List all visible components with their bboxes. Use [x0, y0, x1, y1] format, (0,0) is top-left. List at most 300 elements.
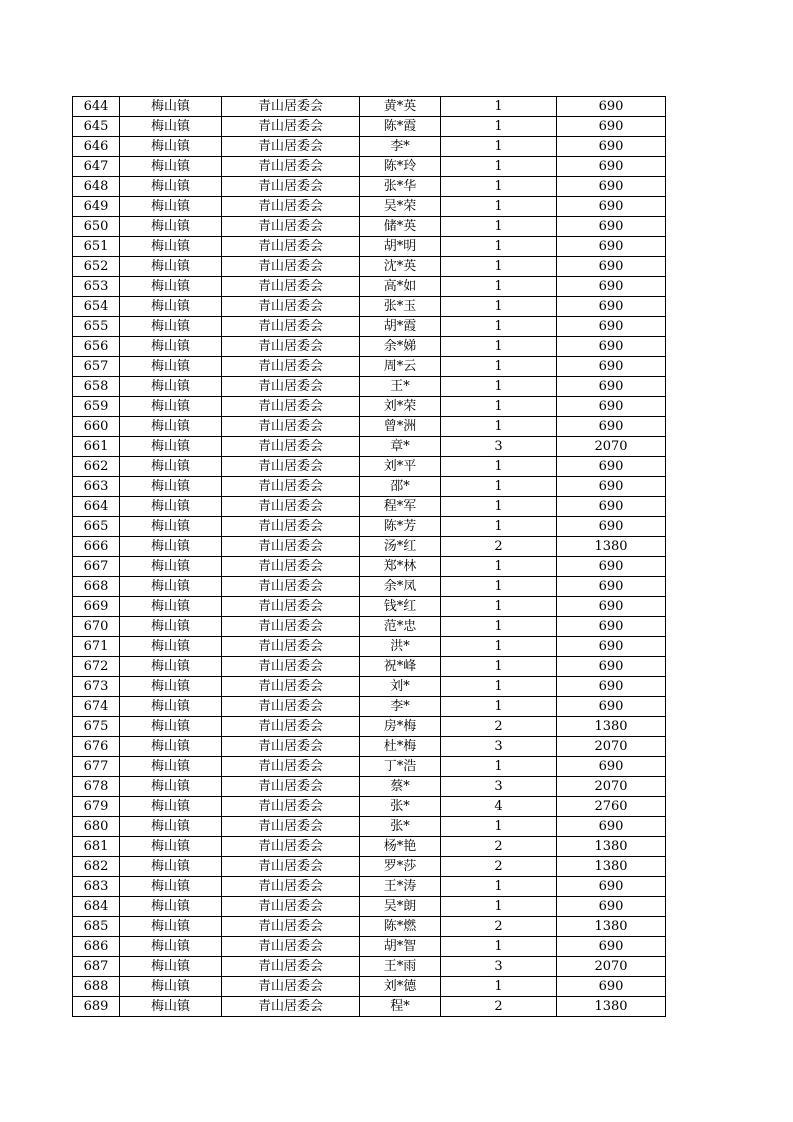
- town-cell: 梅山镇: [120, 457, 222, 477]
- committee-cell: 青山居委会: [222, 157, 360, 177]
- count-cell: 1: [441, 97, 557, 117]
- committee-cell: 青山居委会: [222, 577, 360, 597]
- table-row: [73, 497, 666, 517]
- amount-cell: 690: [557, 577, 666, 597]
- count-cell: 3: [441, 737, 557, 757]
- table-row: [73, 677, 666, 697]
- count-cell: 1: [441, 877, 557, 897]
- count-cell: 1: [441, 657, 557, 677]
- committee-cell: 青山居委会: [222, 337, 360, 357]
- town-cell: 梅山镇: [120, 777, 222, 797]
- committee-cell: 青山居委会: [222, 317, 360, 337]
- town-cell: 梅山镇: [120, 337, 222, 357]
- count-cell: 1: [441, 517, 557, 537]
- name-cell: 刘*平: [360, 457, 441, 477]
- table-row: [73, 957, 666, 977]
- count-cell: 1: [441, 337, 557, 357]
- amount-cell: 690: [557, 897, 666, 917]
- committee-cell: 青山居委会: [222, 257, 360, 277]
- row-number: 669: [73, 597, 120, 617]
- committee-cell: 青山居委会: [222, 297, 360, 317]
- count-cell: 1: [441, 937, 557, 957]
- count-cell: 2: [441, 717, 557, 737]
- town-cell: 梅山镇: [120, 277, 222, 297]
- town-cell: 梅山镇: [120, 617, 222, 637]
- name-cell: 郑*林: [360, 557, 441, 577]
- name-cell: 房*梅: [360, 717, 441, 737]
- count-cell: 1: [441, 177, 557, 197]
- row-number: 663: [73, 477, 120, 497]
- table-row: [73, 437, 666, 457]
- name-cell: 曾*洲: [360, 417, 441, 437]
- count-cell: 1: [441, 377, 557, 397]
- amount-cell: 1380: [557, 837, 666, 857]
- amount-cell: 690: [557, 557, 666, 577]
- count-cell: 1: [441, 477, 557, 497]
- count-cell: 1: [441, 117, 557, 137]
- count-cell: 2: [441, 837, 557, 857]
- amount-cell: 690: [557, 137, 666, 157]
- amount-cell: 1380: [557, 717, 666, 737]
- town-cell: 梅山镇: [120, 837, 222, 857]
- table-row: [73, 357, 666, 377]
- table-row: [73, 97, 666, 117]
- amount-cell: 690: [557, 177, 666, 197]
- count-cell: 2: [441, 917, 557, 937]
- name-cell: 刘*: [360, 677, 441, 697]
- table-row: [73, 177, 666, 197]
- table-row: [73, 157, 666, 177]
- town-cell: 梅山镇: [120, 577, 222, 597]
- count-cell: 1: [441, 257, 557, 277]
- row-number: 667: [73, 557, 120, 577]
- table-row: [73, 597, 666, 617]
- count-cell: 1: [441, 897, 557, 917]
- table-row: [73, 817, 666, 837]
- amount-cell: 690: [557, 317, 666, 337]
- committee-cell: 青山居委会: [222, 937, 360, 957]
- name-cell: 高*如: [360, 277, 441, 297]
- town-cell: 梅山镇: [120, 757, 222, 777]
- town-cell: 梅山镇: [120, 157, 222, 177]
- amount-cell: 690: [557, 257, 666, 277]
- row-number: 659: [73, 397, 120, 417]
- name-cell: 罗*莎: [360, 857, 441, 877]
- row-number: 687: [73, 957, 120, 977]
- amount-cell: 690: [557, 357, 666, 377]
- amount-cell: 690: [557, 217, 666, 237]
- count-cell: 1: [441, 197, 557, 217]
- table-row: [73, 457, 666, 477]
- amount-cell: 2070: [557, 777, 666, 797]
- count-cell: 1: [441, 237, 557, 257]
- name-cell: 洪*: [360, 637, 441, 657]
- amount-cell: 690: [557, 597, 666, 617]
- count-cell: 1: [441, 457, 557, 477]
- name-cell: 沈*英: [360, 257, 441, 277]
- committee-cell: 青山居委会: [222, 837, 360, 857]
- town-cell: 梅山镇: [120, 737, 222, 757]
- committee-cell: 青山居委会: [222, 637, 360, 657]
- table-row: [73, 137, 666, 157]
- row-number: 673: [73, 677, 120, 697]
- row-number: 671: [73, 637, 120, 657]
- town-cell: 梅山镇: [120, 677, 222, 697]
- committee-cell: 青山居委会: [222, 777, 360, 797]
- table-row: [73, 577, 666, 597]
- count-cell: 1: [441, 357, 557, 377]
- row-number: 679: [73, 797, 120, 817]
- row-number: 649: [73, 197, 120, 217]
- amount-cell: 690: [557, 297, 666, 317]
- committee-cell: 青山居委会: [222, 977, 360, 997]
- committee-cell: 青山居委会: [222, 537, 360, 557]
- count-cell: 1: [441, 277, 557, 297]
- committee-cell: 青山居委会: [222, 477, 360, 497]
- amount-cell: 690: [557, 457, 666, 477]
- count-cell: 1: [441, 297, 557, 317]
- table-row: [73, 777, 666, 797]
- count-cell: 4: [441, 797, 557, 817]
- name-cell: 胡*霞: [360, 317, 441, 337]
- count-cell: 2: [441, 997, 557, 1017]
- count-cell: 1: [441, 617, 557, 637]
- table-row: [73, 217, 666, 237]
- name-cell: 李*: [360, 697, 441, 717]
- amount-cell: 690: [557, 157, 666, 177]
- committee-cell: 青山居委会: [222, 237, 360, 257]
- name-cell: 杜*梅: [360, 737, 441, 757]
- town-cell: 梅山镇: [120, 817, 222, 837]
- town-cell: 梅山镇: [120, 857, 222, 877]
- town-cell: 梅山镇: [120, 217, 222, 237]
- name-cell: 吴*朗: [360, 897, 441, 917]
- row-number: 644: [73, 97, 120, 117]
- name-cell: 刘*荣: [360, 397, 441, 417]
- table-row: [73, 337, 666, 357]
- town-cell: 梅山镇: [120, 897, 222, 917]
- town-cell: 梅山镇: [120, 477, 222, 497]
- town-cell: 梅山镇: [120, 937, 222, 957]
- table-row: [73, 557, 666, 577]
- name-cell: 章*: [360, 437, 441, 457]
- town-cell: 梅山镇: [120, 957, 222, 977]
- amount-cell: 690: [557, 817, 666, 837]
- count-cell: 1: [441, 417, 557, 437]
- amount-cell: 690: [557, 677, 666, 697]
- committee-cell: 青山居委会: [222, 597, 360, 617]
- amount-cell: 690: [557, 657, 666, 677]
- amount-cell: 690: [557, 697, 666, 717]
- row-number: 651: [73, 237, 120, 257]
- table-row: [73, 257, 666, 277]
- committee-cell: 青山居委会: [222, 437, 360, 457]
- committee-cell: 青山居委会: [222, 497, 360, 517]
- name-cell: 邵*: [360, 477, 441, 497]
- name-cell: 张*玉: [360, 297, 441, 317]
- count-cell: 3: [441, 437, 557, 457]
- name-cell: 杨*艳: [360, 837, 441, 857]
- name-cell: 王*涛: [360, 877, 441, 897]
- name-cell: 程*军: [360, 497, 441, 517]
- row-number: 677: [73, 757, 120, 777]
- amount-cell: 690: [557, 377, 666, 397]
- count-cell: 3: [441, 777, 557, 797]
- row-number: 658: [73, 377, 120, 397]
- table-row: [73, 377, 666, 397]
- count-cell: 1: [441, 157, 557, 177]
- town-cell: 梅山镇: [120, 797, 222, 817]
- name-cell: 祝*峰: [360, 657, 441, 677]
- town-cell: 梅山镇: [120, 657, 222, 677]
- row-number: 682: [73, 857, 120, 877]
- count-cell: 1: [441, 397, 557, 417]
- row-number: 646: [73, 137, 120, 157]
- town-cell: 梅山镇: [120, 517, 222, 537]
- town-cell: 梅山镇: [120, 137, 222, 157]
- row-number: 668: [73, 577, 120, 597]
- amount-cell: 690: [557, 937, 666, 957]
- town-cell: 梅山镇: [120, 197, 222, 217]
- amount-cell: 690: [557, 417, 666, 437]
- committee-cell: 青山居委会: [222, 817, 360, 837]
- table-row: [73, 397, 666, 417]
- row-number: 660: [73, 417, 120, 437]
- committee-cell: 青山居委会: [222, 97, 360, 117]
- committee-cell: 青山居委会: [222, 377, 360, 397]
- table-row: [73, 197, 666, 217]
- town-cell: 梅山镇: [120, 597, 222, 617]
- table-row: [73, 657, 666, 677]
- table-row: [73, 797, 666, 817]
- table-row: [73, 977, 666, 997]
- name-cell: 陈*燃: [360, 917, 441, 937]
- row-number: 680: [73, 817, 120, 837]
- committee-cell: 青山居委会: [222, 197, 360, 217]
- amount-cell: 690: [557, 277, 666, 297]
- row-number: 655: [73, 317, 120, 337]
- amount-cell: 2070: [557, 957, 666, 977]
- town-cell: 梅山镇: [120, 497, 222, 517]
- row-number: 665: [73, 517, 120, 537]
- row-number: 647: [73, 157, 120, 177]
- row-number: 654: [73, 297, 120, 317]
- table-row: [73, 697, 666, 717]
- count-cell: 1: [441, 597, 557, 617]
- table-row: [73, 857, 666, 877]
- committee-cell: 青山居委会: [222, 797, 360, 817]
- row-number: 676: [73, 737, 120, 757]
- town-cell: 梅山镇: [120, 317, 222, 337]
- table-row: [73, 937, 666, 957]
- row-number: 684: [73, 897, 120, 917]
- table-row: [73, 417, 666, 437]
- committee-cell: 青山居委会: [222, 397, 360, 417]
- table-row: [73, 837, 666, 857]
- town-cell: 梅山镇: [120, 537, 222, 557]
- amount-cell: 690: [557, 497, 666, 517]
- count-cell: 1: [441, 637, 557, 657]
- town-cell: 梅山镇: [120, 177, 222, 197]
- table-row: [73, 237, 666, 257]
- committee-cell: 青山居委会: [222, 277, 360, 297]
- row-number: 656: [73, 337, 120, 357]
- town-cell: 梅山镇: [120, 357, 222, 377]
- count-cell: 1: [441, 217, 557, 237]
- row-number: 686: [73, 937, 120, 957]
- row-number: 674: [73, 697, 120, 717]
- town-cell: 梅山镇: [120, 917, 222, 937]
- town-cell: 梅山镇: [120, 237, 222, 257]
- name-cell: 张*: [360, 817, 441, 837]
- count-cell: 1: [441, 677, 557, 697]
- count-cell: 1: [441, 977, 557, 997]
- name-cell: 吴*荣: [360, 197, 441, 217]
- row-number: 652: [73, 257, 120, 277]
- count-cell: 1: [441, 557, 557, 577]
- name-cell: 胡*智: [360, 937, 441, 957]
- amount-cell: 690: [557, 977, 666, 997]
- count-cell: 1: [441, 137, 557, 157]
- table-row: [73, 897, 666, 917]
- row-number: 670: [73, 617, 120, 637]
- name-cell: 陈*霞: [360, 117, 441, 137]
- name-cell: 汤*红: [360, 537, 441, 557]
- row-number: 661: [73, 437, 120, 457]
- committee-cell: 青山居委会: [222, 457, 360, 477]
- town-cell: 梅山镇: [120, 397, 222, 417]
- committee-cell: 青山居委会: [222, 897, 360, 917]
- committee-cell: 青山居委会: [222, 137, 360, 157]
- town-cell: 梅山镇: [120, 297, 222, 317]
- town-cell: 梅山镇: [120, 997, 222, 1017]
- table-row: [73, 737, 666, 757]
- count-cell: 1: [441, 697, 557, 717]
- name-cell: 程*: [360, 997, 441, 1017]
- row-number: 675: [73, 717, 120, 737]
- committee-cell: 青山居委会: [222, 697, 360, 717]
- name-cell: 陈*玲: [360, 157, 441, 177]
- amount-cell: 690: [557, 237, 666, 257]
- count-cell: 1: [441, 497, 557, 517]
- amount-cell: 690: [557, 757, 666, 777]
- row-number: 666: [73, 537, 120, 557]
- town-cell: 梅山镇: [120, 717, 222, 737]
- committee-cell: 青山居委会: [222, 737, 360, 757]
- committee-cell: 青山居委会: [222, 657, 360, 677]
- row-number: 683: [73, 877, 120, 897]
- amount-cell: 690: [557, 617, 666, 637]
- roster-table-body: [73, 97, 666, 1017]
- row-number: 645: [73, 117, 120, 137]
- amount-cell: 690: [557, 637, 666, 657]
- town-cell: 梅山镇: [120, 637, 222, 657]
- count-cell: 1: [441, 817, 557, 837]
- row-number: 657: [73, 357, 120, 377]
- amount-cell: 1380: [557, 537, 666, 557]
- name-cell: 李*: [360, 137, 441, 157]
- count-cell: 3: [441, 957, 557, 977]
- amount-cell: 690: [557, 117, 666, 137]
- name-cell: 王*: [360, 377, 441, 397]
- table-row: [73, 997, 666, 1017]
- committee-cell: 青山居委会: [222, 857, 360, 877]
- town-cell: 梅山镇: [120, 377, 222, 397]
- table-row: [73, 877, 666, 897]
- town-cell: 梅山镇: [120, 117, 222, 137]
- row-number: 664: [73, 497, 120, 517]
- row-number: 689: [73, 997, 120, 1017]
- committee-cell: 青山居委会: [222, 557, 360, 577]
- table-row: [73, 317, 666, 337]
- row-number: 648: [73, 177, 120, 197]
- town-cell: 梅山镇: [120, 257, 222, 277]
- town-cell: 梅山镇: [120, 557, 222, 577]
- amount-cell: 2760: [557, 797, 666, 817]
- row-number: 650: [73, 217, 120, 237]
- amount-cell: 690: [557, 397, 666, 417]
- amount-cell: 2070: [557, 737, 666, 757]
- table-row: [73, 637, 666, 657]
- town-cell: 梅山镇: [120, 697, 222, 717]
- committee-cell: 青山居委会: [222, 677, 360, 697]
- name-cell: 陈*芳: [360, 517, 441, 537]
- name-cell: 储*英: [360, 217, 441, 237]
- town-cell: 梅山镇: [120, 977, 222, 997]
- table-row: [73, 477, 666, 497]
- committee-cell: 青山居委会: [222, 997, 360, 1017]
- table-row: [73, 537, 666, 557]
- count-cell: 1: [441, 757, 557, 777]
- name-cell: 钱*红: [360, 597, 441, 617]
- name-cell: 张*华: [360, 177, 441, 197]
- count-cell: 2: [441, 537, 557, 557]
- committee-cell: 青山居委会: [222, 917, 360, 937]
- name-cell: 张*: [360, 797, 441, 817]
- table-row: [73, 297, 666, 317]
- count-cell: 1: [441, 577, 557, 597]
- roster-table: [72, 96, 666, 1017]
- row-number: 678: [73, 777, 120, 797]
- table-row: [73, 917, 666, 937]
- count-cell: 2: [441, 857, 557, 877]
- name-cell: 余*娣: [360, 337, 441, 357]
- committee-cell: 青山居委会: [222, 877, 360, 897]
- committee-cell: 青山居委会: [222, 957, 360, 977]
- town-cell: 梅山镇: [120, 417, 222, 437]
- table-row: [73, 277, 666, 297]
- table-row: [73, 517, 666, 537]
- amount-cell: 690: [557, 197, 666, 217]
- committee-cell: 青山居委会: [222, 757, 360, 777]
- committee-cell: 青山居委会: [222, 117, 360, 137]
- table-row: [73, 117, 666, 137]
- name-cell: 范*忠: [360, 617, 441, 637]
- row-number: 688: [73, 977, 120, 997]
- town-cell: 梅山镇: [120, 877, 222, 897]
- committee-cell: 青山居委会: [222, 417, 360, 437]
- row-number: 662: [73, 457, 120, 477]
- committee-cell: 青山居委会: [222, 217, 360, 237]
- row-number: 672: [73, 657, 120, 677]
- committee-cell: 青山居委会: [222, 517, 360, 537]
- amount-cell: 690: [557, 877, 666, 897]
- committee-cell: 青山居委会: [222, 717, 360, 737]
- name-cell: 余*凤: [360, 577, 441, 597]
- committee-cell: 青山居委会: [222, 617, 360, 637]
- row-number: 681: [73, 837, 120, 857]
- amount-cell: 690: [557, 477, 666, 497]
